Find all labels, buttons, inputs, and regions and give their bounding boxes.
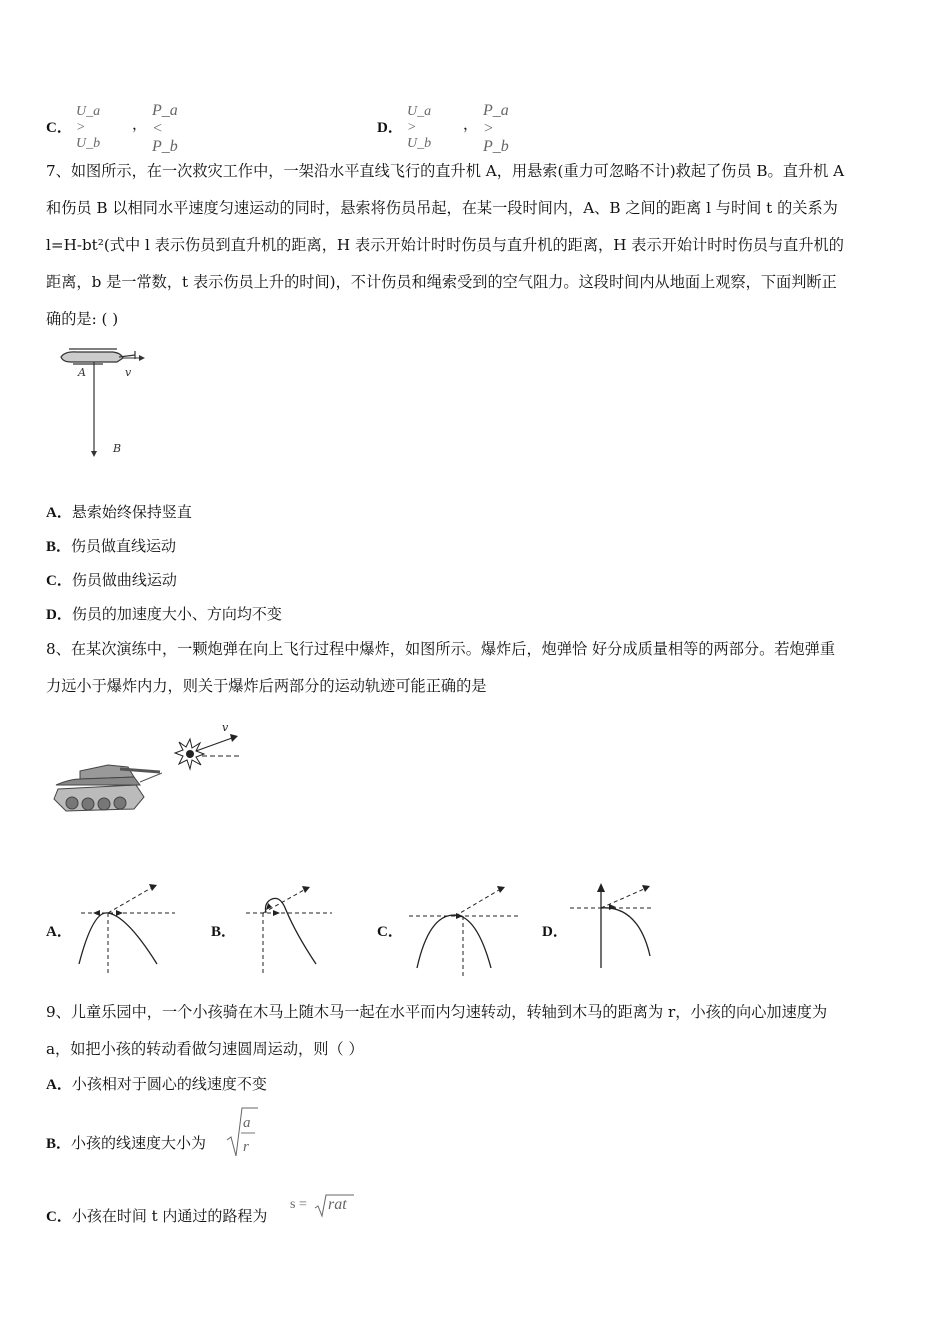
denominator: r [243, 1139, 249, 1155]
option-label: B． [46, 539, 72, 555]
label-v: v [222, 721, 229, 734]
q7-line: 和伤员 B 以相同水平速度匀速运动的同时，悬索将伤员吊起，在某一段时间内，A、B 之间的距离 l 与时间 t 的关系为 [46, 199, 838, 217]
q8-options [0, 870, 950, 980]
velocity-arrowhead [230, 734, 238, 742]
q7-option-c[interactable] [46, 570, 177, 591]
label-b: B [113, 442, 122, 455]
q7-option-a[interactable] [46, 502, 192, 523]
label-a: A [78, 366, 86, 379]
label-v: v [125, 366, 132, 379]
option-text: 伤员做直线运动 [71, 537, 177, 555]
q8-line: 力远小于爆炸内力，则关于爆炸后两部分的运动轨迹可能正确的是 [46, 677, 487, 695]
trajectory-option-b[interactable] [240, 880, 350, 980]
q9-option-b[interactable] [46, 1133, 206, 1154]
q9-option-c[interactable] [46, 1206, 267, 1227]
option-text: 小孩的线速度大小为 [71, 1134, 207, 1152]
q7-stem [46, 153, 908, 338]
helicopter-figure [55, 345, 155, 465]
option-label: B． [211, 924, 237, 940]
q9-line: a，如把小孩的转动看做匀速圆周运动，则（ ） [46, 1040, 364, 1058]
q7-line: 7、如图所示，在一次救灾工作中，一架沿水平直线飞行的直升机 A，用悬索(重力可忽略不计)救起了伤员 B。直升机 A [46, 162, 845, 180]
math-expression: P_a > P_b [483, 102, 509, 155]
numerator: a [243, 1115, 251, 1131]
option-text: 小孩相对于圆心的线速度不变 [71, 1075, 267, 1093]
option-label: B． [46, 1136, 72, 1152]
option-label: D． [542, 924, 568, 940]
q8-line: 8、在某次演练中，一颗炮弹在向上飞行过程中爆炸，如图所示。爆炸后，炮弹恰 好分成质量相等的两部分。若炮弹重 [46, 640, 836, 658]
trajectory-option-d[interactable] [568, 880, 678, 980]
math-expression: U_a > U_b [76, 104, 101, 151]
option-label: D． [377, 120, 403, 136]
math-expression: U_a > U_b [407, 104, 432, 151]
option-label: C． [46, 120, 72, 136]
trajectory-option-c[interactable] [405, 880, 525, 980]
option-label: C． [377, 924, 403, 940]
tank-figure [50, 705, 250, 835]
option-label: A． [46, 505, 72, 521]
cable-end [91, 451, 97, 457]
velocity-arrow [196, 738, 232, 751]
q9-line: 9、儿童乐园中，一个小孩骑在木马上随木马一起在水平而内匀速转动，转轴到木马的距离为 r，小孩的向心加速度为 [46, 1003, 828, 1021]
q7-option-b[interactable] [46, 536, 176, 557]
helicopter-icon [61, 349, 135, 364]
tank-icon [54, 765, 160, 811]
q9-stem [46, 994, 908, 1068]
option-label: A． [46, 1077, 72, 1093]
velocity-arrowhead [139, 355, 145, 361]
option-text: 悬索始终保持竖直 [71, 503, 192, 521]
q7-line: l=H-bt²(式中 l 表示伤员到直升机的距离，H 表示开始计时时伤员与直升机的距离，H 表示开始计时时伤员与直升机的 [46, 236, 844, 254]
comma: ， [463, 115, 479, 133]
option-text: 伤员的加速度大小、方向均不变 [71, 605, 282, 623]
option-label: C． [46, 1209, 72, 1225]
option-text: 伤员做曲线运动 [71, 571, 177, 589]
formula-radicand: rat [328, 1196, 347, 1213]
math-expression: P_a < P_b [152, 102, 178, 155]
explosion-icon [175, 739, 204, 769]
formula-lhs: s = [290, 1197, 307, 1212]
option-text: 小孩在时间 t 内通过的路程为 [71, 1207, 268, 1225]
trajectory-option-a[interactable] [75, 880, 185, 980]
q9-option-a[interactable] [46, 1074, 267, 1095]
option-label: D． [46, 607, 72, 623]
formula-s-sqrt-rat [290, 1194, 360, 1220]
q7-line: 距离，b 是一常数，t 表示伤员上升的时间)，不计伤员和绳索受到的空气阻力。这段时间内从地面上观察，下面判断正 [46, 273, 837, 291]
q7-option-d[interactable] [46, 604, 282, 625]
q8-stem [46, 631, 908, 705]
option-label: C． [46, 573, 72, 589]
formula-sqrt-a-over-r [226, 1106, 260, 1160]
option-label: A． [46, 924, 72, 940]
q7-line: 确的是: ( ) [46, 310, 119, 328]
comma: ， [132, 115, 148, 133]
barrel-line [140, 773, 162, 782]
